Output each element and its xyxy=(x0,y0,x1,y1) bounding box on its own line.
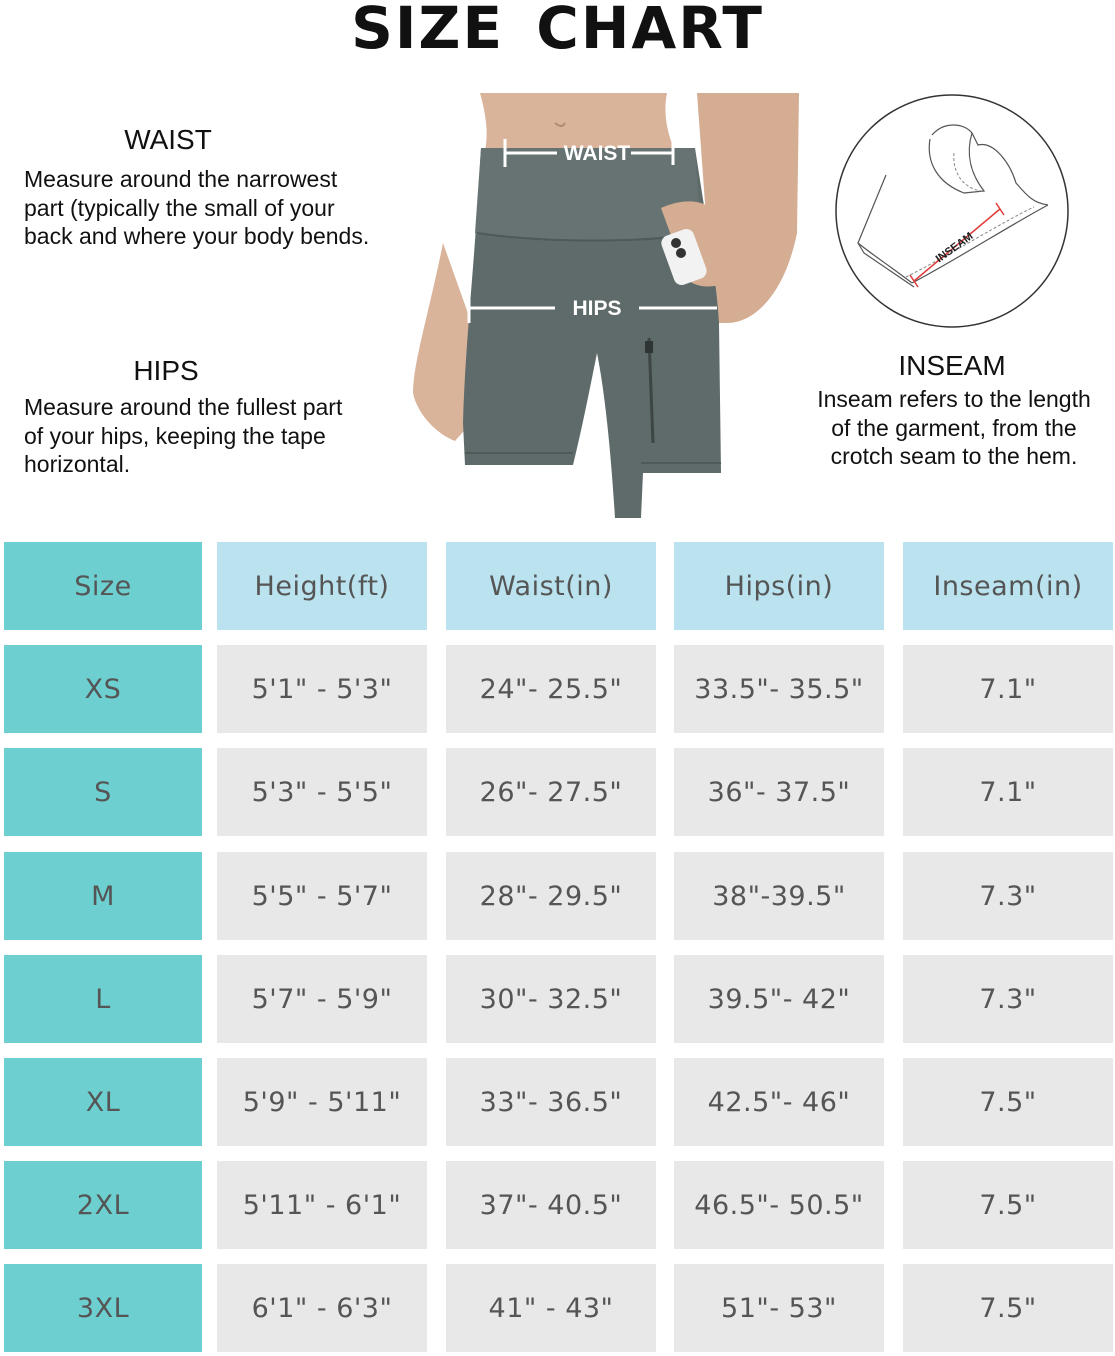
size-label-cell: L xyxy=(4,955,202,1043)
inseam-description-line: of the garment, from the xyxy=(831,414,1077,441)
table-cell: 38"-39.5" xyxy=(674,852,884,940)
table-cell: 7.1" xyxy=(903,645,1113,733)
table-cell: 24"- 25.5" xyxy=(446,645,656,733)
table-header-cell: Inseam(in) xyxy=(903,542,1113,630)
hips-description-line: Measure around the fullest part xyxy=(24,394,343,420)
table-header-cell: Height(ft) xyxy=(217,542,427,630)
size-label-cell: XS xyxy=(4,645,202,733)
inseam-measure-label: INSEAM xyxy=(933,230,976,266)
table-cell: 7.5" xyxy=(903,1264,1113,1352)
table-header-cell: Waist(in) xyxy=(446,542,656,630)
inseam-description-line: crotch seam to the hem. xyxy=(830,443,1078,469)
table-cell: 39.5"- 42" xyxy=(674,955,884,1043)
table-cell: 51"- 53" xyxy=(674,1264,884,1352)
table-cell: 6'1" - 6'3" xyxy=(217,1264,427,1352)
size-label-cell: XL xyxy=(4,1058,202,1146)
table-cell: 26"- 27.5" xyxy=(446,748,656,836)
table-cell: 7.3" xyxy=(903,852,1113,940)
hips-measure-label: HIPS xyxy=(572,297,622,320)
table-cell: 30"- 32.5" xyxy=(446,955,656,1043)
hips-heading: HIPS xyxy=(133,355,199,386)
page-title: SIZE CHART xyxy=(351,0,764,62)
table-cell: 5'9" - 5'11" xyxy=(217,1058,427,1146)
table-cell: 36"- 37.5" xyxy=(674,748,884,836)
table-cell: 7.5" xyxy=(903,1058,1113,1146)
inseam-heading: INSEAM xyxy=(898,350,1006,381)
table-cell: 5'1" - 5'3" xyxy=(217,645,427,733)
waist-description-line: back and where your body bends. xyxy=(24,223,370,249)
table-cell: 33"- 36.5" xyxy=(446,1058,656,1146)
hips-description-line: of your hips, keeping the tape xyxy=(24,422,326,449)
table-cell: 7.3" xyxy=(903,955,1113,1043)
waist-heading: WAIST xyxy=(124,124,212,155)
table-cell: 33.5"- 35.5" xyxy=(674,645,884,733)
table-cell: 42.5"- 46" xyxy=(674,1058,884,1146)
table-cell: 7.5" xyxy=(903,1161,1113,1249)
table-cell: 46.5"- 50.5" xyxy=(674,1161,884,1249)
table-cell: 41" - 43" xyxy=(446,1264,656,1352)
waist-measure-label: WAIST xyxy=(563,142,631,165)
table-header-cell: Hips(in) xyxy=(674,542,884,630)
inseam-description-line: Inseam refers to the length xyxy=(817,386,1091,412)
table-cell: 5'7" - 5'9" xyxy=(217,955,427,1043)
size-label-cell: M xyxy=(4,852,202,940)
waist-description-line: part (typically the small of your xyxy=(24,194,335,221)
size-label-cell: S xyxy=(4,748,202,836)
table-cell: 5'5" - 5'7" xyxy=(217,852,427,940)
waist-description-line: Measure around the narrowest xyxy=(24,166,338,192)
table-cell: 28"- 29.5" xyxy=(446,852,656,940)
table-cell: 5'3" - 5'5" xyxy=(217,748,427,836)
size-label-cell: 2XL xyxy=(4,1161,202,1249)
table-cell: 7.1" xyxy=(903,748,1113,836)
table-cell: 37"- 40.5" xyxy=(446,1161,656,1249)
table-header-cell: Size xyxy=(4,542,202,630)
table-cell: 5'11" - 6'1" xyxy=(217,1161,427,1249)
size-label-cell: 3XL xyxy=(4,1264,202,1352)
hips-description-line: horizontal. xyxy=(24,451,131,477)
